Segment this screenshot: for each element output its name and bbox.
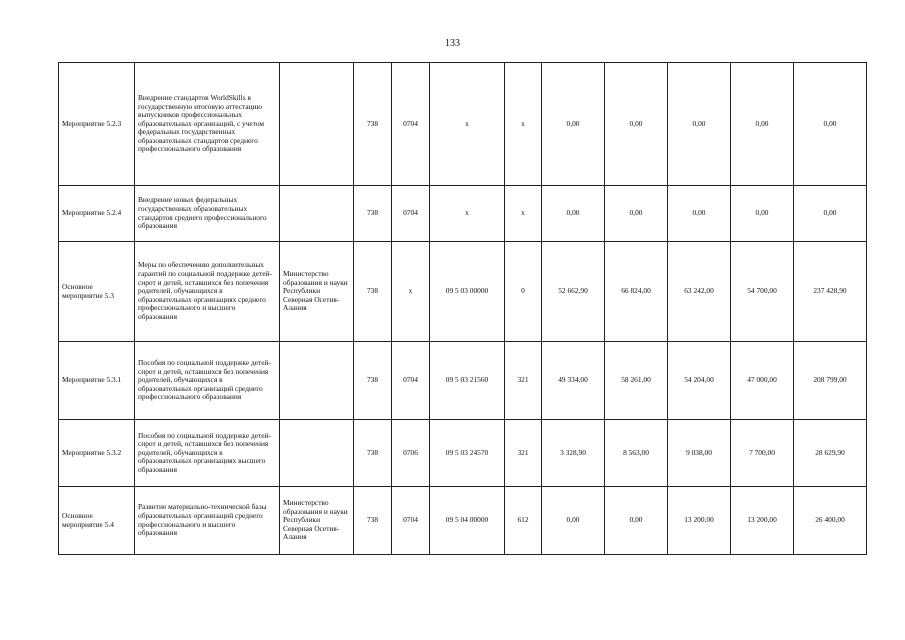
table-row: [59, 342, 867, 420]
row-rzpr: 0704: [392, 63, 430, 186]
row-year-1: 52 662,90: [542, 242, 605, 342]
row-executor: Министерство образования и науки Республики Северная Осетия-Алания: [280, 487, 354, 555]
row-year-4: 13 200,00: [731, 487, 794, 555]
row-grbs: 738: [354, 420, 392, 487]
row-description: Развитие материально-технической базы образовательных организаций среднего профессионального и высшего образования: [135, 487, 280, 555]
row-total: 208 799,00: [794, 342, 867, 420]
row-rzpr: 0704: [392, 487, 430, 555]
row-name: Мероприятие 5.2.3: [59, 63, 135, 186]
table-row: [59, 242, 867, 342]
row-year-2: 66 824,00: [605, 242, 668, 342]
row-year-3: 54 204,00: [668, 342, 731, 420]
row-executor: [280, 63, 354, 186]
row-name: Основное мероприятие 5.3: [59, 242, 135, 342]
row-year-1: 49 334,00: [542, 342, 605, 420]
row-year-1: 3 328,90: [542, 420, 605, 487]
row-year-2: 0,00: [605, 487, 668, 555]
row-description: Пособия по социальной поддержке детей-сирот и детей, оставшихся без попечения родителей, обучающихся в образовательных организаций среднего профессионального образования: [135, 342, 280, 420]
row-name: Основное мероприятие 5.4: [59, 487, 135, 555]
table-row: [59, 63, 867, 186]
row-year-2: 8 563,00: [605, 420, 668, 487]
row-description: Меры по обеспечению дополнительных гарантий по социальной поддержке детей-сирот и детей, оставшихся без попечения родителей, обучающихся в образовательных организациях среднего профессионального и высшего образования: [135, 242, 280, 342]
page-number: 133: [445, 38, 460, 49]
row-year-3: 63 242,00: [668, 242, 731, 342]
row-year-4: 47 000,00: [731, 342, 794, 420]
row-total: 26 400,00: [794, 487, 867, 555]
row-executor: Министерство образования и науки Республики Северная Осетия-Алания: [280, 242, 354, 342]
row-year-3: 13 200,00: [668, 487, 731, 555]
row-rzpr: x: [392, 242, 430, 342]
row-year-1: 0,00: [542, 487, 605, 555]
row-vr: 321: [505, 420, 542, 487]
row-year-3: 0,00: [668, 63, 731, 186]
table-row: [59, 186, 867, 242]
row-total: 0,00: [794, 186, 867, 242]
row-vr: 0: [505, 242, 542, 342]
table-row: [59, 487, 867, 555]
row-grbs: 738: [354, 487, 392, 555]
row-grbs: 738: [354, 63, 392, 186]
row-year-4: 0,00: [731, 63, 794, 186]
row-grbs: 738: [354, 242, 392, 342]
row-grbs: 738: [354, 186, 392, 242]
row-year-4: 54 700,00: [731, 242, 794, 342]
row-vr: 612: [505, 487, 542, 555]
table-row: [59, 420, 867, 487]
row-year-3: 9 038,00: [668, 420, 731, 487]
row-executor: [280, 342, 354, 420]
row-total: 0,00: [794, 63, 867, 186]
row-csr: x: [430, 63, 505, 186]
row-year-2: 0,00: [605, 186, 668, 242]
row-csr: x: [430, 186, 505, 242]
row-rzpr: 0704: [392, 342, 430, 420]
budget-table: [58, 62, 867, 555]
row-csr: 09 5 03 21560: [430, 342, 505, 420]
row-year-4: 7 700,00: [731, 420, 794, 487]
row-description: Пособия по социальной поддержке детей-сирот и детей, оставшихся без попечения родителей, обучающихся в образовательных организациях высшего образования: [135, 420, 280, 487]
row-rzpr: 0706: [392, 420, 430, 487]
row-vr: x: [505, 63, 542, 186]
row-name: Мероприятие 5.3.2: [59, 420, 135, 487]
row-year-2: 58 261,00: [605, 342, 668, 420]
row-total: 28 629,90: [794, 420, 867, 487]
row-year-1: 0,00: [542, 186, 605, 242]
row-csr: 09 5 04 00000: [430, 487, 505, 555]
row-rzpr: 0704: [392, 186, 430, 242]
row-name: Мероприятие 5.3.1: [59, 342, 135, 420]
row-executor: [280, 186, 354, 242]
row-vr: x: [505, 186, 542, 242]
row-year-3: 0,00: [668, 186, 731, 242]
row-description: Внедрение стандартов WorldSkills в государственную итоговую аттестацию выпускников профессиональных образовательных организаций, с учетом федеральных государственных образовательных стандартов среднего профессионального образования: [135, 63, 280, 186]
row-year-2: 0,00: [605, 63, 668, 186]
row-csr: 09 5 03 00000: [430, 242, 505, 342]
row-total: 237 428,90: [794, 242, 867, 342]
row-name: Мероприятие 5.2.4: [59, 186, 135, 242]
row-year-4: 0,00: [731, 186, 794, 242]
row-executor: [280, 420, 354, 487]
row-csr: 09 5 03 24570: [430, 420, 505, 487]
row-description: Внедрение новых федеральных государственных образовательных стандартов среднего профессионального образования: [135, 186, 280, 242]
row-year-1: 0,00: [542, 63, 605, 186]
row-grbs: 738: [354, 342, 392, 420]
row-vr: 321: [505, 342, 542, 420]
